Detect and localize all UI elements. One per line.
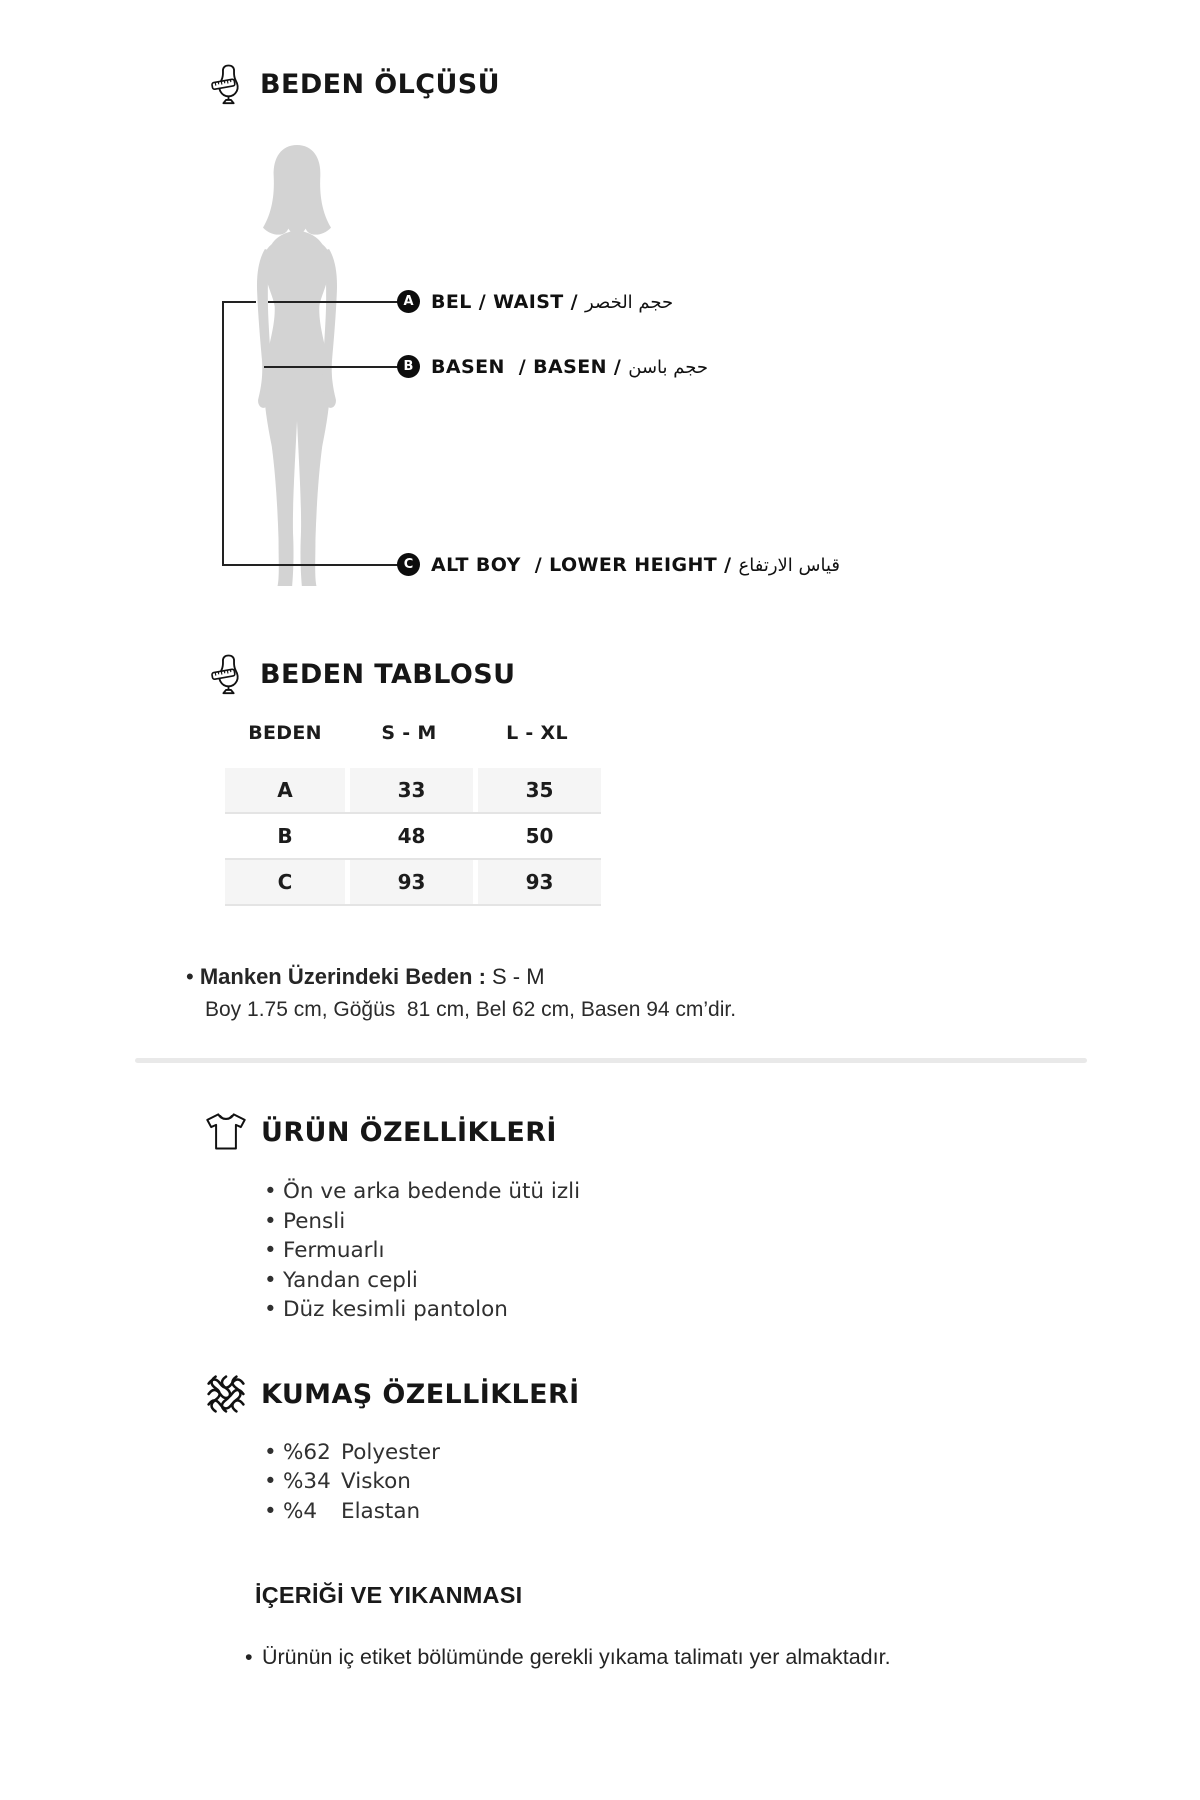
list-item: • Yandan cepli (262, 1266, 580, 1296)
callout-waist (397, 290, 673, 313)
callout-hip-label: BASEN / BASEN / حجم باسن (431, 355, 708, 378)
table-row (225, 768, 601, 814)
row-key: B (225, 814, 345, 858)
list-item: • %34 Viskon (262, 1467, 440, 1496)
size-table-title: BEDEN TABLOSU (260, 658, 516, 690)
row-value: 48 (350, 814, 473, 858)
callout-hip (397, 355, 708, 378)
row-value: 35 (478, 768, 601, 812)
list-item: • %4 Elastan (262, 1497, 440, 1526)
row-value: 33 (350, 768, 473, 812)
column-header: L - XL (506, 722, 568, 744)
badge-a: A (397, 290, 420, 313)
table-row (225, 860, 601, 906)
size-measure-title: BEDEN ÖLÇÜSÜ (260, 68, 500, 100)
size-measure-header (210, 62, 500, 106)
row-key: A (225, 768, 345, 812)
list-item: • %62 Polyester (262, 1438, 440, 1467)
lower-height-line (222, 564, 398, 566)
waist-line (268, 301, 398, 303)
badge-b: B (397, 355, 420, 378)
fabric-features-list (262, 1438, 440, 1526)
hip-line (264, 366, 398, 368)
model-size-note (186, 960, 736, 1026)
fabric-features-title: KUMAŞ ÖZELLİKLERİ (261, 1378, 580, 1410)
callout-waist-label: BEL / WAIST / حجم الخصر (431, 290, 674, 313)
tshirt-icon (204, 1112, 248, 1152)
dress-form-icon (210, 652, 247, 696)
list-item: • Düz kesimli pantolon (262, 1295, 580, 1325)
row-value: 93 (350, 860, 473, 904)
callout-lower-height-label: ALT BOY / LOWER HEIGHT / قياس الارتفاع (431, 553, 840, 576)
bracket-top-stub (222, 301, 256, 303)
bracket-vertical-line (222, 301, 224, 566)
row-key: C (225, 860, 345, 904)
column-header: S - M (381, 722, 437, 744)
product-features-list (262, 1177, 580, 1325)
care-title: İÇERİĞİ VE YIKANMASI (255, 1582, 523, 1608)
list-item: • Fermuarlı (262, 1236, 580, 1266)
fabric-features-header (204, 1372, 580, 1416)
list-item: • Ön ve arka bedende ütü izli (262, 1177, 580, 1207)
fabric-weave-icon (204, 1372, 248, 1416)
model-measurements-line: Boy 1.75 cm, Göğüs 81 cm, Bel 62 cm, Basen 94 cm’dir. (205, 998, 737, 1021)
care-list (243, 1640, 983, 1674)
row-value: 50 (478, 814, 601, 858)
column-header: BEDEN (248, 722, 322, 744)
product-features-header (204, 1112, 557, 1152)
list-item: • Ürünün iç etiket bölümünde gerekli yıkama talimatı yer almaktadır. (243, 1640, 983, 1674)
size-table-header (210, 652, 515, 696)
list-item: • Pensli (262, 1207, 580, 1237)
table-row (225, 814, 601, 860)
badge-c: C (397, 553, 420, 576)
size-table-column-headers (225, 722, 601, 744)
dress-form-icon (210, 62, 247, 106)
callout-lower-height (397, 553, 840, 576)
model-size-line: • Manken Üzerindeki Beden : S - M (186, 964, 545, 989)
product-features-title: ÜRÜN ÖZELLİKLERİ (261, 1116, 557, 1148)
size-table (225, 768, 601, 906)
row-value: 93 (478, 860, 601, 904)
section-divider (135, 1058, 1087, 1063)
